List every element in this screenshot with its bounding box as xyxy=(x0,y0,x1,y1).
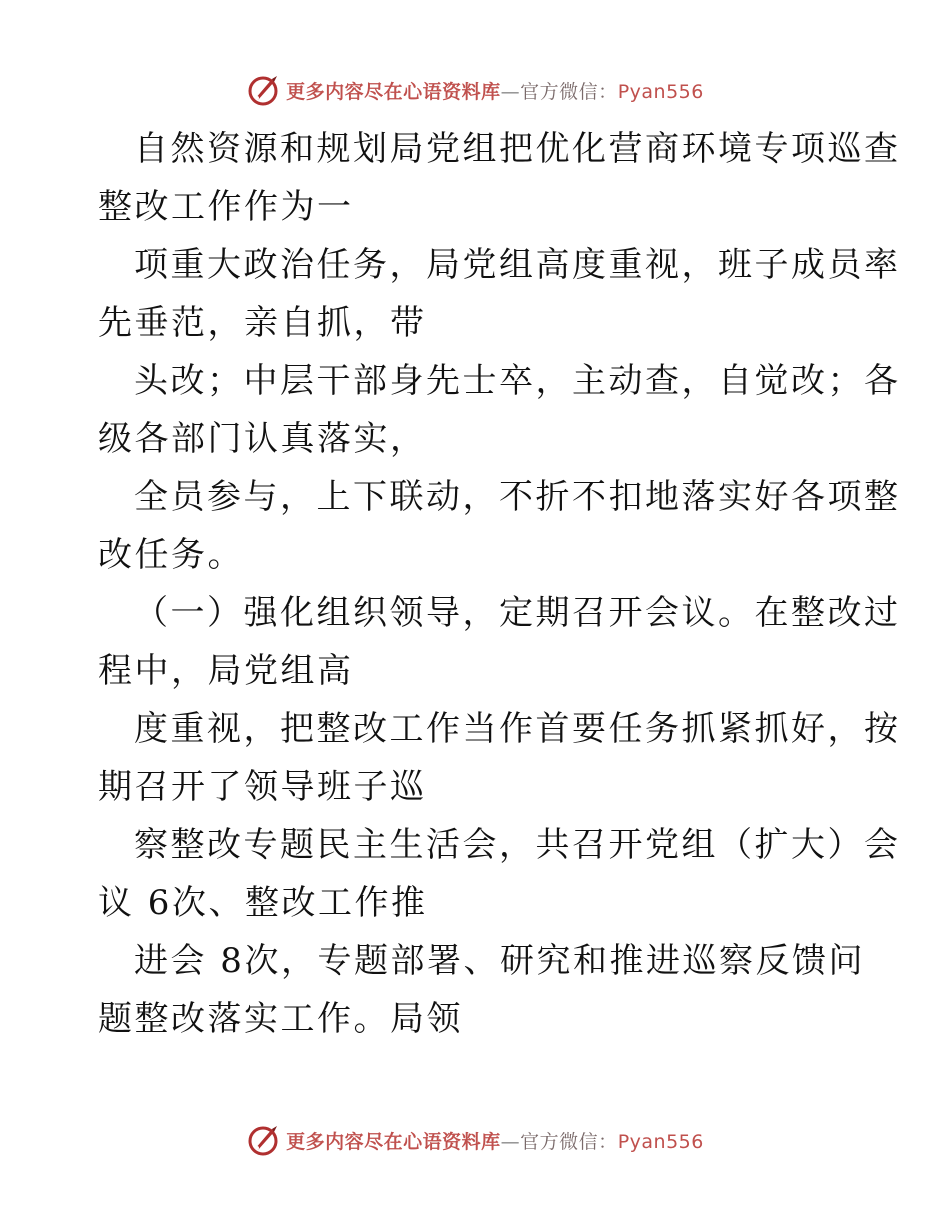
body-line-16: 题整改落实工作。局领 xyxy=(98,999,463,1039)
body-line-4: 先垂范，亲自抓，带 xyxy=(98,303,427,343)
header-wechat-label: 官方微信： xyxy=(520,80,618,103)
body-line-3: 项重大政治任务，局党组高度重视，班子成员率 xyxy=(134,245,901,285)
body-line-1: 自然资源和规划局党组把优化营商环境专项巡查 xyxy=(134,129,901,169)
body-line-8: 改任务。 xyxy=(98,535,244,575)
body-line-14: 议 6次、整改工作推 xyxy=(98,883,428,923)
body-line-13: 察整改专题民主生活会，共召开党组（扩大）会 xyxy=(134,825,901,865)
body-line-9: （一）强化组织领导，定期召开会议。在整改过 xyxy=(134,593,901,633)
footer-wechat-label: 官方微信： xyxy=(520,1130,618,1153)
body-line-10: 程中，局党组高 xyxy=(98,651,354,691)
header-wechat-account: Pyan556 xyxy=(617,80,704,103)
footer-separator: — xyxy=(500,1130,521,1153)
quill-pen-logo-icon xyxy=(246,1123,280,1157)
body-line-7: 全员参与，上下联动，不折不扣地落实好各项整 xyxy=(134,477,901,517)
footer-banner xyxy=(0,1120,950,1160)
footer-library-name: 更多内容尽在心语资料库 xyxy=(286,1130,501,1153)
body-line-11: 度重视，把整改工作当作首要任务抓紧抓好，按 xyxy=(134,709,901,749)
body-line-12: 期召开了领导班子巡 xyxy=(98,767,427,807)
footer-banner-text xyxy=(286,1127,704,1154)
body-line-6: 级各部门认真落实， xyxy=(98,419,427,459)
header-banner-text xyxy=(286,77,704,104)
document-body xyxy=(98,120,901,1048)
quill-pen-logo-icon xyxy=(246,73,280,107)
header-library-name: 更多内容尽在心语资料库 xyxy=(286,80,501,103)
body-line-2: 整改工作作为一 xyxy=(98,187,354,227)
footer-wechat-account: Pyan556 xyxy=(617,1130,704,1153)
header-separator: — xyxy=(500,80,521,103)
header-banner xyxy=(0,70,950,110)
body-line-15: 进会 8次，专题部署、研究和推进巡察反馈问 xyxy=(134,941,865,981)
body-line-5: 头改；中层干部身先士卒，主动查，自觉改；各 xyxy=(134,361,901,401)
